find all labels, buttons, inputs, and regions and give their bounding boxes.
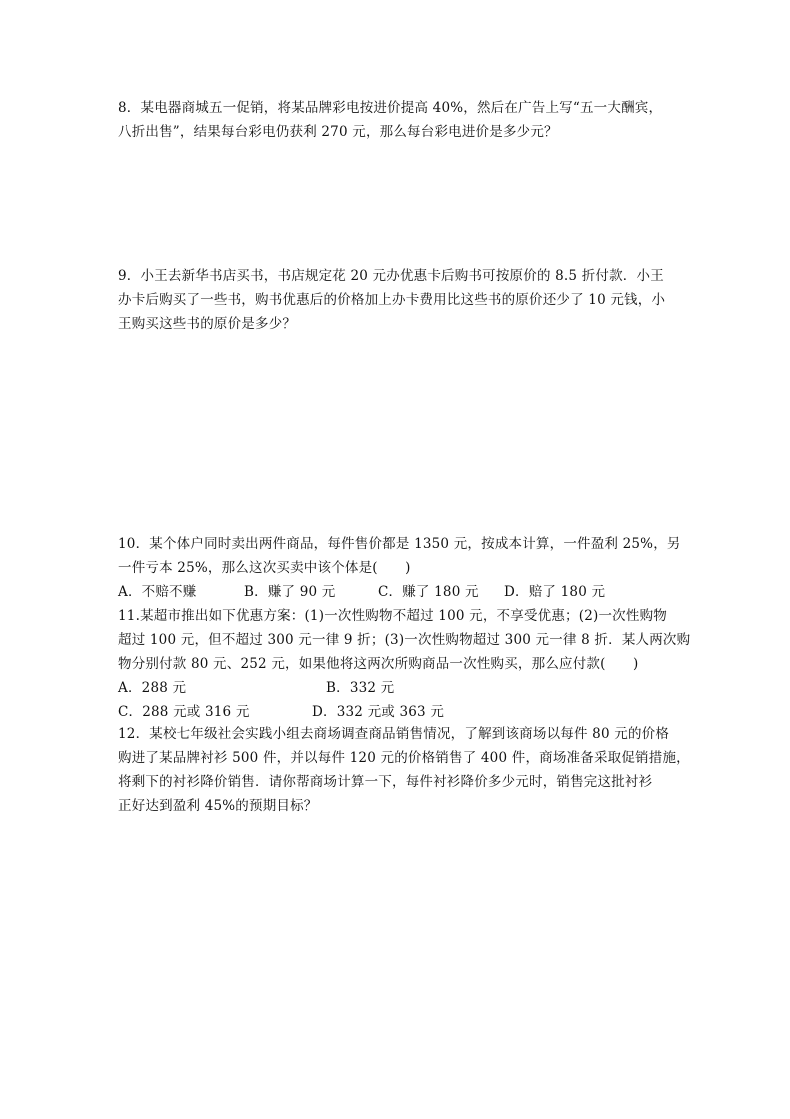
question-10-options: [118, 580, 674, 604]
option-b: B．赚了 90 元: [244, 584, 336, 600]
question-11-line: 11.某超市推出如下优惠方案：(1)一次性购物不超过 100 元，不享受优惠；(2)一次性购物: [118, 608, 667, 624]
question-11-line: 超过 100 元，但不超过 300 元一律 9 折；(3)一次性购物超过 300 元一律 8 折．某人两次购: [118, 632, 691, 648]
question-12-line: 购进了某品牌衬衫 500 件，并以每件 120 元的价格销售了 400 件，商场准备采取促销措施，: [118, 750, 690, 766]
question-9: [118, 264, 674, 336]
question-12: [118, 722, 690, 818]
question-8: [118, 96, 674, 144]
question-11: [118, 604, 691, 724]
question-10-line: 10．某个体户同时卖出两件商品，每件售价都是 1350 元，按成本计算，一件盈利 25%，另: [118, 536, 681, 552]
option-d: D．赔了 180 元: [504, 584, 606, 600]
option-c: C．288 元或 316 元: [118, 704, 250, 720]
option-a: A．288 元: [118, 680, 187, 696]
option-c: C．赚了 180 元: [378, 584, 479, 600]
question-8-line: 8．某电器商城五一促销，将某品牌彩电按进价提高 40%，然后在广告上写“五一大酬宾，: [118, 100, 663, 116]
question-10-line: 一件亏本 25%，那么这次买卖中该个体是( ): [118, 560, 411, 576]
question-9-line: 办卡后购买了一些书，购书优惠后的价格加上办卡费用比这些书的原价还少了 10 元钱，小: [118, 292, 666, 308]
question-12-line: 正好达到盈利 45%的预期目标？: [118, 798, 318, 814]
question-12-line: 12．某校七年级社会实践小组去商场调查商品销售情况，了解到该商场以每件 80 元的价格: [118, 726, 670, 742]
question-10: [118, 532, 681, 604]
question-9-line: 9．小王去新华书店买书，书店规定花 20 元办优惠卡后购书可按原价的 8.5 折付款．小王: [118, 268, 664, 284]
question-12-line: 将剩下的衬衫降价销售．请你帮商场计算一下，每件衬衫降价多少元时，销售完这批衬衫: [118, 774, 653, 790]
option-d: D．332 元或 363 元: [312, 704, 445, 720]
question-8-line: 八折出售”，结果每台彩电仍获利 270 元，那么每台彩电进价是多少元？: [118, 124, 558, 140]
option-a: A．不赔不赚: [118, 584, 197, 600]
option-b: B．332 元: [326, 680, 395, 696]
question-11-options-row-2: [118, 700, 674, 724]
question-9-line: 王购买这些书的原价是多少？: [118, 316, 297, 332]
question-11-line: 物分别付款 80 元、252 元，如果他将这两次所购商品一次性购买，那么应付款( ): [118, 656, 639, 672]
question-11-options-row-1: [118, 676, 674, 700]
